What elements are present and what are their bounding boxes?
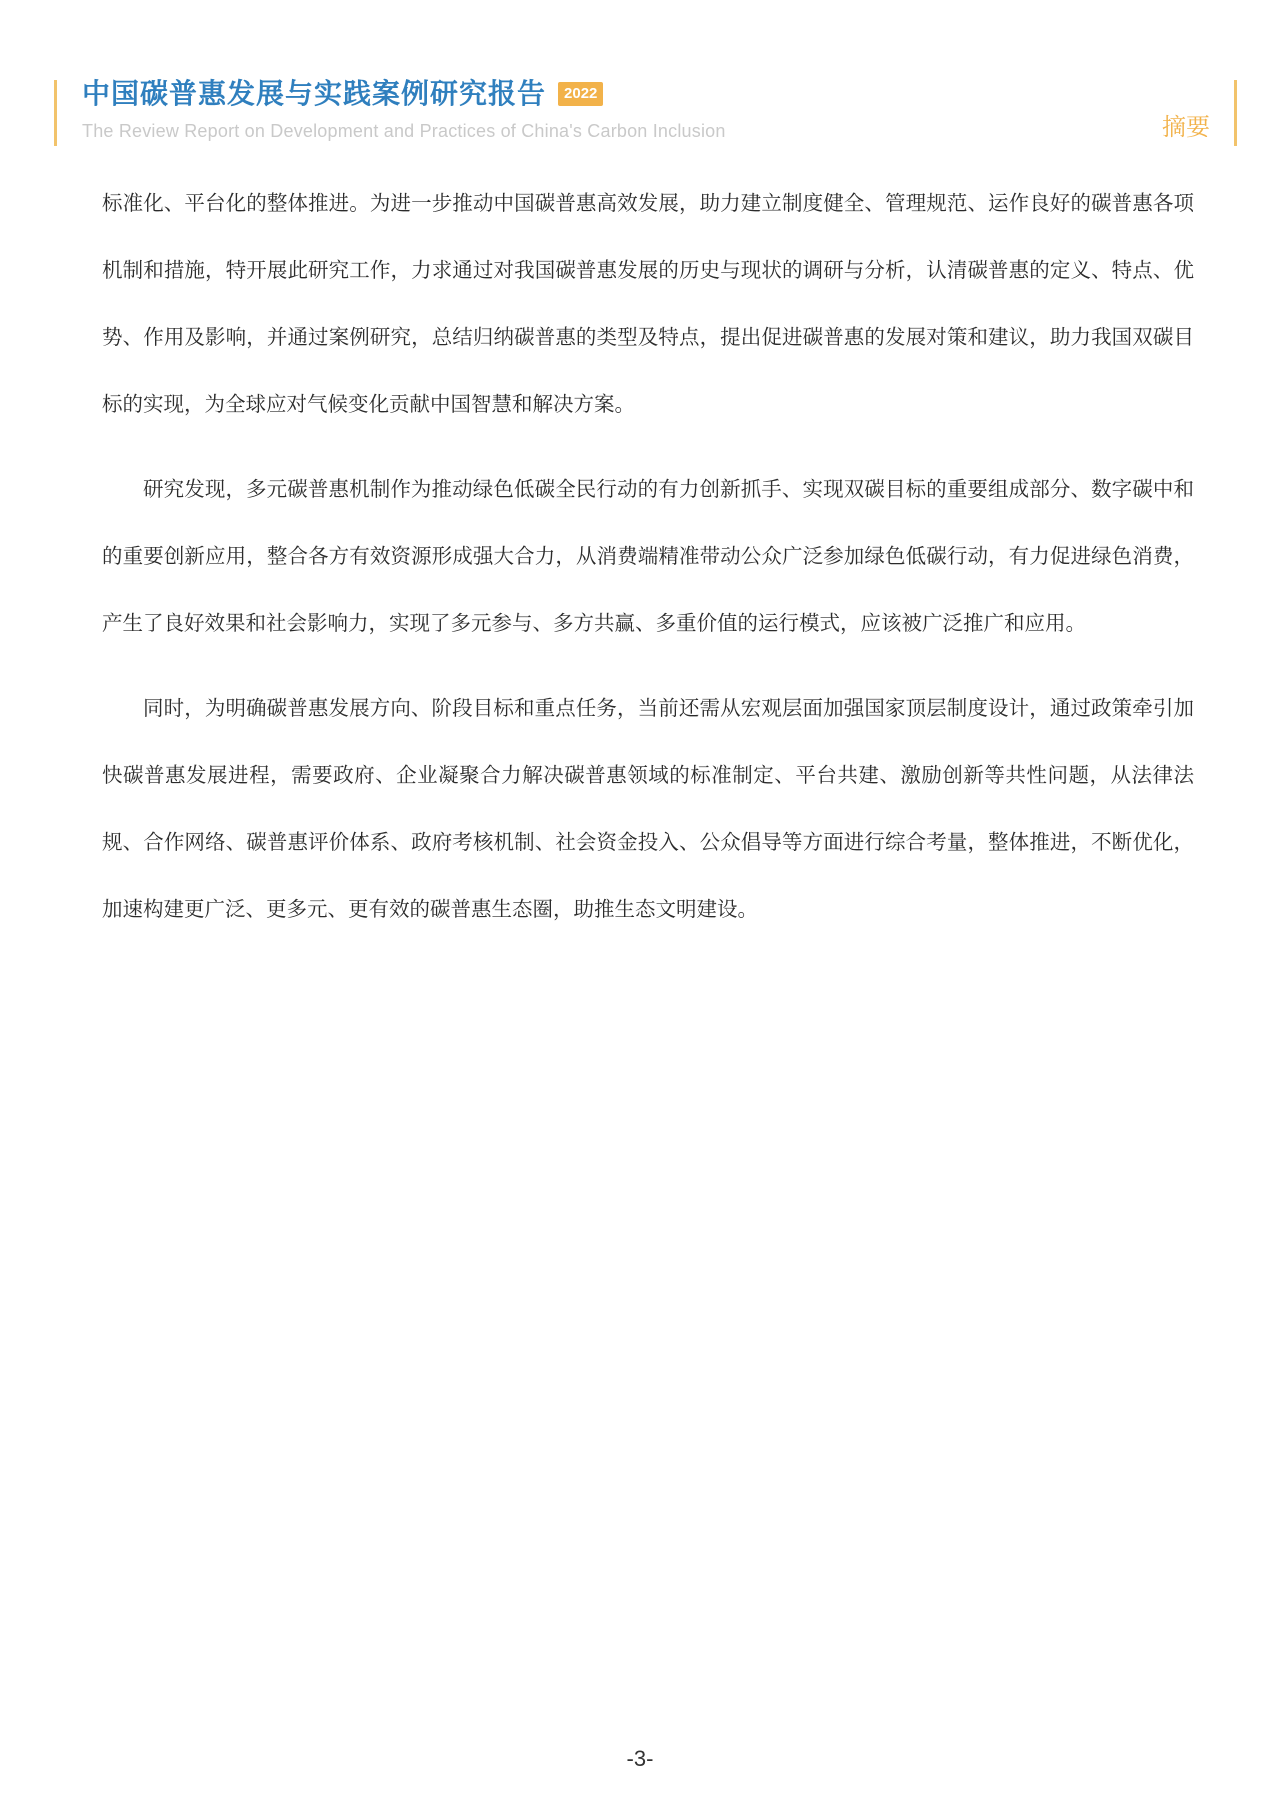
- report-title: 中国碳普惠发展与实践案例研究报告: [82, 77, 547, 110]
- paragraph-findings: 研究发现，多元碳普惠机制作为推动绿色低碳全民行动的有力创新抓手、实现双碳目标的重要组成部分、数字碳中和的重要创新应用，整合各方有效资源形成强大合力，从消费端精准带动公众广泛参加绿色低碳行动，有力促进绿色消费，产生了良好效果和社会影响力，实现了多元参与、多方共赢、多重价值的运行模式，应该被广泛推广和应用。: [102, 477, 1194, 635]
- year-badge: 2022: [558, 82, 603, 106]
- header-right-rule: [1234, 80, 1237, 146]
- paragraph-continuation: 标准化、平台化的整体推进。为进一步推动中国碳普惠高效发展，助力建立制度健全、管理规范、运作良好的碳普惠各项机制和措施，特开展此研究工作，力求通过对我国碳普惠发展的历史与现状的调研与分析，认清碳普惠的定义、特点、优势、作用及影响，并通过案例研究，总结归纳碳普惠的类型及特点，提出促进碳普惠的发展对策和建议，助力我国双碳目标的实现，为全球应对气候变化贡献中国智慧和解决方案。: [102, 191, 1194, 416]
- header-left-rule: [54, 80, 57, 146]
- report-header: [82, 74, 603, 114]
- body-text: [102, 170, 1194, 961]
- page-number: -3-: [626, 1746, 654, 1771]
- section-label: 摘要: [1162, 113, 1210, 141]
- paragraph-recommendations: 同时，为明确碳普惠发展方向、阶段目标和重点任务，当前还需从宏观层面加强国家顶层制度设计，通过政策牵引加快碳普惠发展进程，需要政府、企业凝聚合力解决碳普惠领域的标准制定、平台共建、激励创新等共性问题，从法律法规、合作网络、碳普惠评价体系、政府考核机制、社会资金投入、公众倡导等方面进行综合考量，整体推进，不断优化，加速构建更广泛、更多元、更有效的碳普惠生态圈，助推生态文明建设。: [102, 696, 1194, 921]
- report-subtitle: The Review Report on Development and Practices of China's Carbon Inclusion: [82, 121, 726, 141]
